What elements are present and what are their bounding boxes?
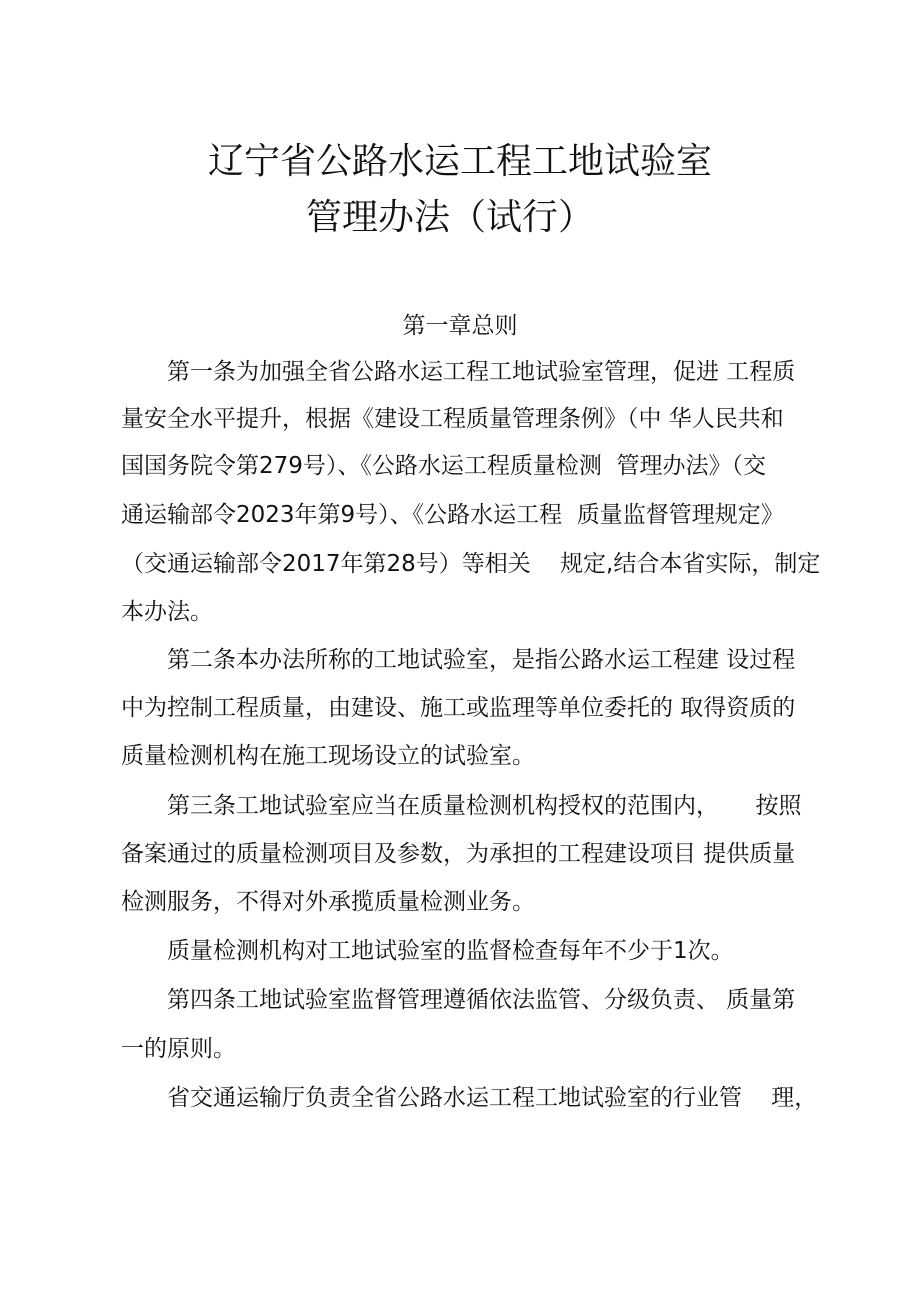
article-1-line-3: 国国务院令第279号）、《公路水运工程质量检测 管理办法》（交	[121, 453, 767, 479]
article-1-line-4: 通运输部令2023年第9号）、《公路水运工程 质量监督管理规定》	[121, 502, 784, 528]
article-4-line-1: 第四条工地试验室监督管理遵循依法监管、分级负责、 质量第	[167, 987, 796, 1013]
article-3-line-2: 备案通过的质量检测项目及参数，为承担的工程建设项目 提供质量	[121, 841, 796, 867]
article-1-line-6: 本办法。	[121, 599, 213, 625]
article-1-line-5: （交通运输部令2017年第28号）等相关 规定,结合本省实际，制定	[121, 551, 821, 577]
article-2-line-1: 第二条本办法所称的工地试验室，是指公路水运工程建 设过程	[167, 647, 796, 673]
paragraph-provincial-dept: 省交通运输厅负责全省公路水运工程工地试验室的行业管 理，	[167, 1085, 818, 1111]
article-2-line-2: 中为控制工程质量，由建设、施工或监理等单位委托的 取得资质的	[121, 695, 796, 721]
chapter-heading: 第一章总则	[402, 313, 518, 339]
paragraph-inspection: 质量检测机构对工地试验室的监督检查每年不少于1次。	[167, 938, 734, 964]
article-4-line-2: 一的原则。	[121, 1036, 236, 1062]
article-3-line-3: 检测服务，不得对外承揽质量检测业务。	[121, 889, 535, 915]
article-1-line-2: 量安全水平提升，根据《建设工程质量管理条例》（中 华人民共和	[121, 406, 784, 432]
article-2-line-3: 质量检测机构在施工现场设立的试验室。	[121, 743, 535, 769]
article-1-line-1: 第一条为加强全省公路水运工程工地试验室管理，促进 工程质	[167, 359, 796, 385]
document-title-line-2: 管理办法（试行）	[305, 197, 594, 238]
article-3-line-1: 第三条工地试验室应当在质量检测机构授权的范围内， 按照	[167, 793, 802, 819]
document-title-line-1: 辽宁省公路水运工程工地试验室	[207, 141, 712, 182]
